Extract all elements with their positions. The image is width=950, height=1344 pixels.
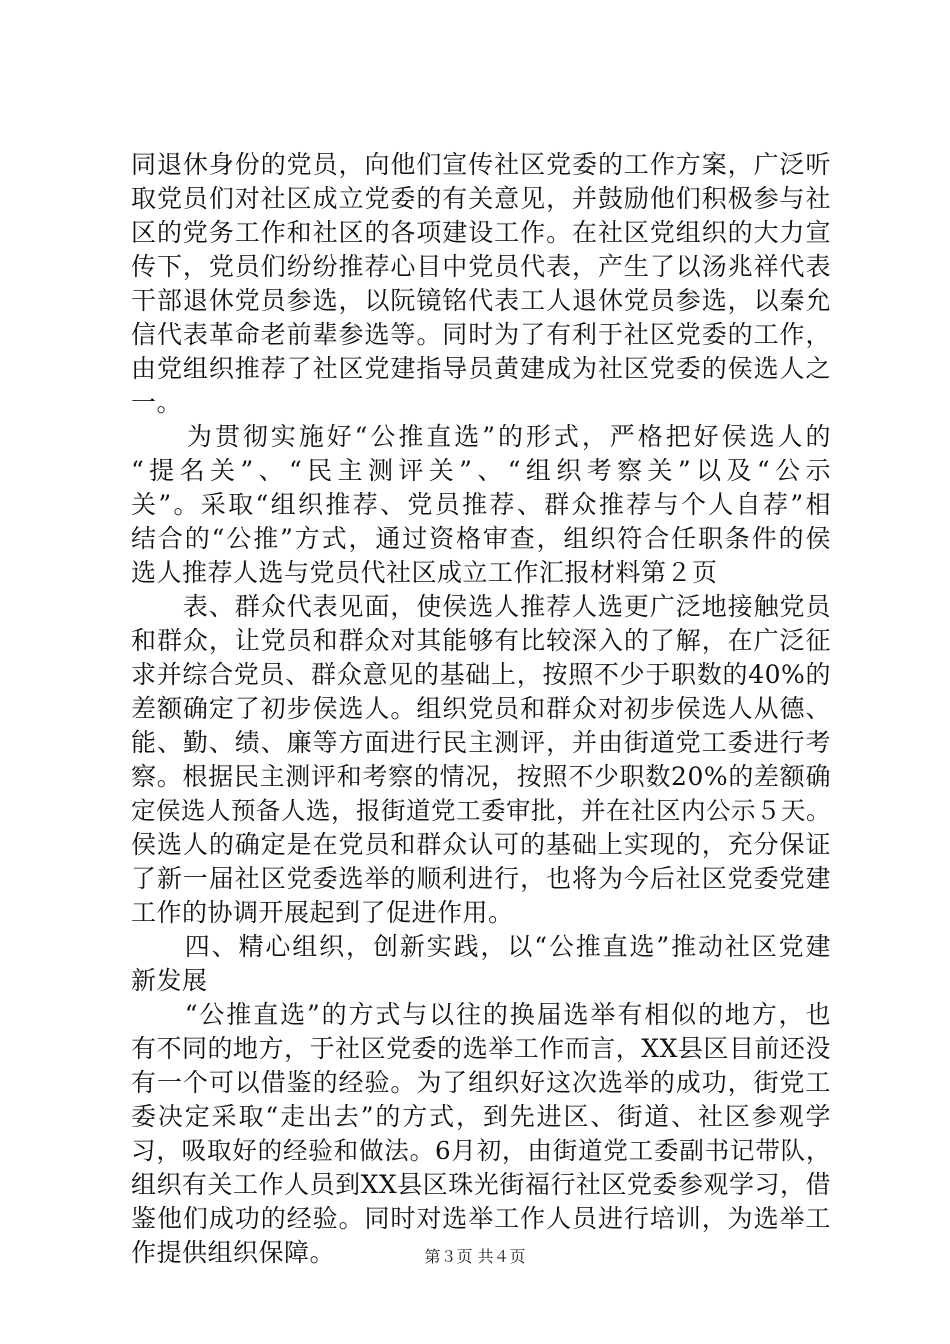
text-line: 侯选人的确定是在党员和群众认可的基础上实现的，充分保证 — [131, 830, 831, 859]
text-line: 由党组织推荐了社区党建指导员黄建成为社区党委的侯选人之 — [131, 354, 831, 383]
text-line: 传下，党员们纷纷推荐心目中党员代表，产生了以汤兆祥代表 — [131, 252, 831, 281]
text-line: “公推直选”的方式与以往的换届选举有相似的地方，也 — [131, 1000, 831, 1029]
page-footer: 第３页 共４页 — [424, 1247, 526, 1266]
text-line: 取党员们对社区成立党委的有关意见，并鼓励他们积极参与社 — [131, 184, 831, 213]
text-line: 委决定采取“走出去”的方式，到先进区、街道、社区参观学 — [131, 1102, 831, 1131]
text-line: 和群众，让党员和群众对其能够有比较深入的了解，在广泛征 — [131, 626, 831, 655]
text-line: 了新一届社区党委选举的顺利进行，也将为今后社区党委党建 — [131, 864, 831, 893]
text-line: 作提供组织保障。 — [131, 1238, 336, 1267]
text-line: 鉴他们成功的经验。同时对选举工作人员进行培训，为选举工 — [131, 1204, 831, 1233]
text-line: 干部退休党员参选，以阮镜铭代表工人退休党员参选，以秦允 — [131, 286, 831, 315]
text-line: 差额确定了初步侯选人。组织党员和群众对初步侯选人从德、 — [131, 694, 831, 723]
text-line: 选人推荐人选与党员代社区成立工作汇报材料第２页 — [131, 558, 718, 587]
text-line: 求并综合党员、群众意见的基础上，按照不少于职数的40%的 — [131, 660, 831, 689]
text-line: 定侯选人预备人选，报街道党工委审批，并在社区内公示５天。 — [131, 796, 831, 825]
text-line: 组织有关工作人员到XX县区珠光街福行社区党委参观学习，借 — [131, 1170, 831, 1199]
text-line: 同退休身份的党员，向他们宣传社区党委的工作方案，广泛听 — [131, 150, 831, 179]
text-line: 能、勤、绩、廉等方面进行民主测评，并由街道党工委进行考 — [131, 728, 831, 757]
section-heading: 四、精心组织，创新实践，以“公推直选”推动社区党建 — [131, 932, 831, 961]
text-line: 信代表革命老前辈参选等。同时为了有利于社区党委的工作， — [131, 320, 831, 349]
text-line: 关”。采取“组织推荐、党员推荐、群众推荐与个人自荐”相 — [131, 490, 831, 519]
text-line: 习，吸取好的经验和做法。6月初，由街道党工委副书记带队， — [131, 1136, 831, 1165]
body-text — [131, 148, 831, 1270]
text-line: 表、群众代表见面，使侯选人推荐人选更广泛地接触党员 — [131, 592, 831, 621]
text-line: 一。 — [131, 388, 183, 417]
text-line: 结合的“公推”方式，通过资格审查，组织符合任职条件的侯 — [131, 524, 831, 553]
text-line: “提名关”、“民主测评关”、“组织考察关”以及“公示 — [131, 456, 831, 485]
text-line: 为贯彻实施好“公推直选”的形式，严格把好侯选人的 — [131, 422, 831, 451]
text-line: 工作的协调开展起到了促进作用。 — [131, 898, 514, 927]
text-line: 察。根据民主测评和考察的情况，按照不少职数20%的差额确 — [131, 762, 831, 791]
text-line: 有一个可以借鉴的经验。为了组织好这次选举的成功，街党工 — [131, 1068, 831, 1097]
text-line: 区的党务工作和社区的各项建设工作。在社区党组织的大力宣 — [131, 218, 831, 247]
text-line: 有不同的地方，于社区党委的选举工作而言，XX县区目前还没 — [131, 1034, 831, 1063]
section-heading: 新发展 — [131, 966, 208, 995]
